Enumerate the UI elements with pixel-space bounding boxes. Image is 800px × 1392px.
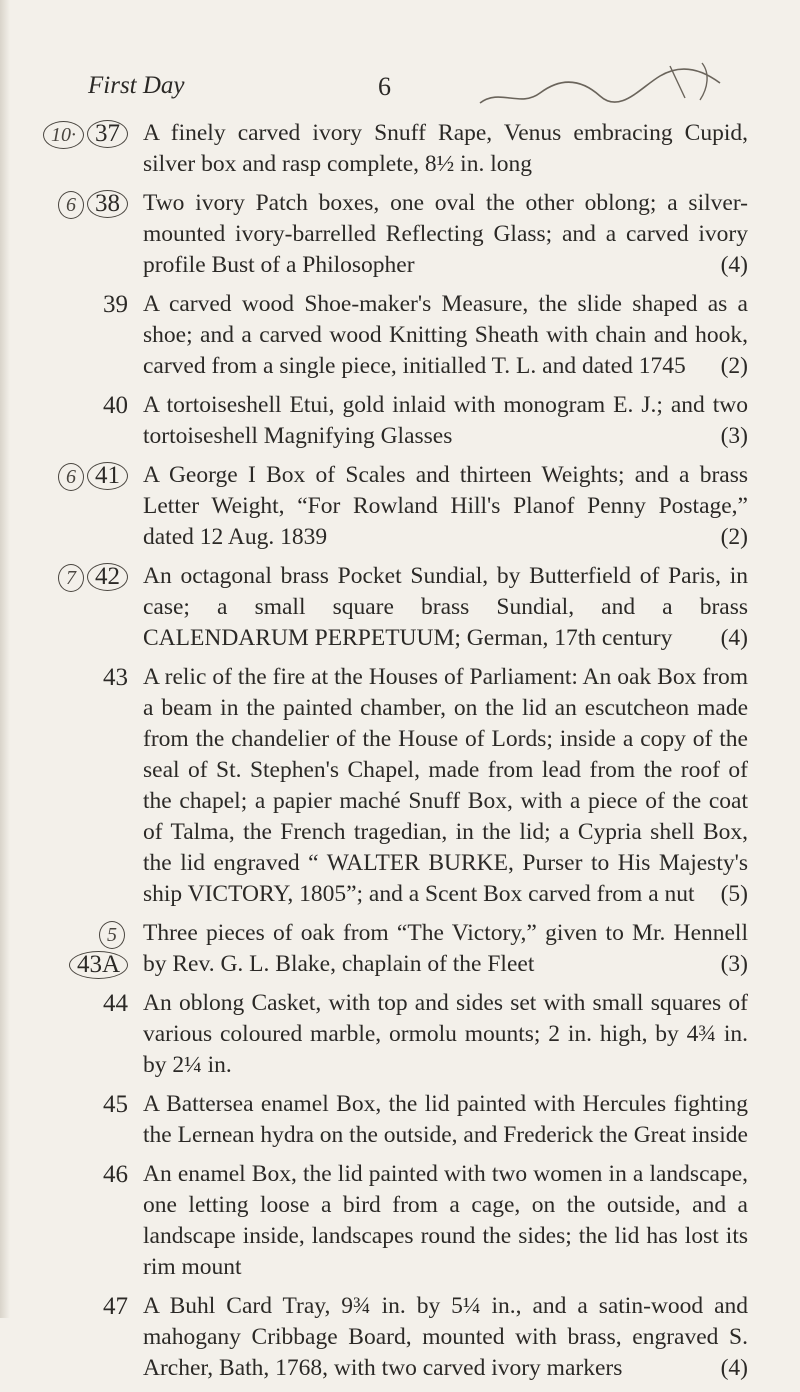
lot-entry xyxy=(40,918,780,980)
lot-description xyxy=(143,1291,748,1384)
lot-description-text: A tortoiseshell Etui, gold inlaid with monogram E. J.; and two tortoiseshell Magnifying Glasses xyxy=(143,392,748,449)
lot-description: An enamel Box, the lid painted with two women in a landscape, one letting loose a bird from a cage, on the outside, and a landscape inside, landscapes round the sides; the lid has lost its rim mount xyxy=(143,1161,748,1280)
lot-number xyxy=(40,1159,128,1190)
lot-price-annotation: 6 xyxy=(58,463,84,491)
lot-description xyxy=(143,561,748,654)
lot-number xyxy=(40,289,128,320)
lot-number xyxy=(40,188,128,219)
lot-entry xyxy=(40,390,780,452)
lot-number-value: 39 xyxy=(103,291,128,318)
lot-quantity: (5) xyxy=(720,881,748,907)
lot-number xyxy=(40,662,128,693)
lot-entry xyxy=(40,561,780,654)
lot-description-text: An octagonal brass Pocket Sundial, by Butterfield of Paris, in case; a small square brass Sundial, and a brass CALENDARUM PERPETUUM; German, 17th century xyxy=(143,563,748,651)
lot-entry xyxy=(40,662,780,910)
lot-list xyxy=(40,118,780,1392)
lot-entry xyxy=(40,1159,780,1283)
handwritten-annotation-scribble xyxy=(470,58,740,118)
lot-price-annotation: 7 xyxy=(58,564,84,592)
lot-description-text: A George I Box of Scales and thirteen Weights; and a brass Letter Weight, “For Rowland Hill's Planof Penny Postage,” dated 12 Aug. 1839 xyxy=(143,462,748,550)
lot-price-annotation: 10· xyxy=(43,121,84,149)
lot-quantity: (3) xyxy=(720,423,748,449)
lot-quantity: (4) xyxy=(720,1355,748,1381)
lot-number-value: 46 xyxy=(103,1161,128,1188)
lot-entry xyxy=(40,1089,780,1151)
lot-description: A Battersea enamel Box, the lid painted with Hercules fighting the Lernean hydra on the outside, and Frederick the Great inside xyxy=(143,1091,748,1148)
lot-number-value: 47 xyxy=(103,1293,128,1320)
lot-number-value: 44 xyxy=(103,990,128,1017)
lot-entry xyxy=(40,188,780,281)
lot-description xyxy=(143,390,748,452)
lot-quantity: (2) xyxy=(720,524,748,550)
lot-number-value: 41 xyxy=(87,462,128,490)
lot-description xyxy=(143,918,748,980)
lot-price-annotation: 6 xyxy=(58,191,84,219)
lot-quantity: (2) xyxy=(720,353,748,379)
header-day-title: First Day xyxy=(88,72,185,99)
lot-description: A finely carved ivory Snuff Rape, Venus embracing Cupid, silver box and rasp complete, 8½ in. long xyxy=(143,120,748,177)
lot-number-value: 43 xyxy=(103,664,128,691)
lot-quantity: (4) xyxy=(720,625,748,651)
lot-number-value: 38 xyxy=(87,190,128,218)
lot-description xyxy=(143,662,748,910)
lot-entry xyxy=(40,118,780,180)
lot-description-text: Two ivory Patch boxes, one oval the other oblong; a silver-mounted ivory-barrelled Reflecting Glass; and a carved ivory profile Bust of a Philosopher xyxy=(143,190,748,278)
lot-number-value: 45 xyxy=(103,1091,128,1118)
lot-description-text: Three pieces of oak from “The Victory,” given to Mr. Hennell by Rev. G. L. Blake, chaplain of the Fleet xyxy=(143,920,748,977)
lot-entry xyxy=(40,1291,780,1384)
lot-number xyxy=(40,118,128,149)
lot-number xyxy=(40,561,128,592)
lot-quantity: (4) xyxy=(720,252,748,278)
lot-number xyxy=(40,918,128,980)
lot-number-value: 40 xyxy=(103,392,128,419)
lot-number-value: 42 xyxy=(87,563,128,591)
lot-number xyxy=(40,988,128,1019)
lot-number-value: 43A xyxy=(69,951,128,979)
lot-description xyxy=(143,289,748,382)
lot-number xyxy=(40,390,128,421)
lot-number xyxy=(40,460,128,491)
lot-entry xyxy=(40,988,780,1081)
lot-description-text: A carved wood Shoe-maker's Measure, the slide shaped as a shoe; and a carved wood Knitting Sheath with chain and hook, carved from a single piece, initialled T. L. and dated 1745 xyxy=(143,291,748,379)
lot-description-text: A Buhl Card Tray, 9¾ in. by 5¼ in., and a satin-wood and mahogany Cribbage Board, mounted with brass, engraved S. Archer, Bath, 1768, with two carved ivory markers xyxy=(143,1293,748,1381)
lot-entry xyxy=(40,460,780,553)
lot-number xyxy=(40,1291,128,1322)
lot-entry xyxy=(40,289,780,382)
page-edge-shadow xyxy=(0,0,10,1318)
lot-description: An oblong Casket, with top and sides set with small squares of various coloured marble, ormolu mounts; 2 in. high, by 4¾ in. by 2¼ in. xyxy=(143,990,748,1078)
lot-price-annotation: 5 xyxy=(99,921,125,949)
page-number: 6 xyxy=(378,72,391,101)
lot-description xyxy=(143,188,748,281)
lot-quantity: (3) xyxy=(720,951,748,977)
lot-description xyxy=(143,460,748,553)
lot-number xyxy=(40,1089,128,1120)
lot-description-text: A relic of the fire at the Houses of Parliament: An oak Box from a beam in the painted chamber, on the lid an escutcheon made from the chandelier of the House of Lords; inside a copy of the seal of St. Stephen's Chapel, made from lead from the roof of the chapel; a papier maché Snuff Box, with a piece of the coat of Talma, the French tragedian, in the lid; a Cypria shell Box, the lid engraved “ WALTER BURKE, Purser to His Majesty's ship VICTORY, 1805”; and a Scent Box carved from a nut xyxy=(143,664,748,907)
lot-number-value: 37 xyxy=(87,120,128,148)
